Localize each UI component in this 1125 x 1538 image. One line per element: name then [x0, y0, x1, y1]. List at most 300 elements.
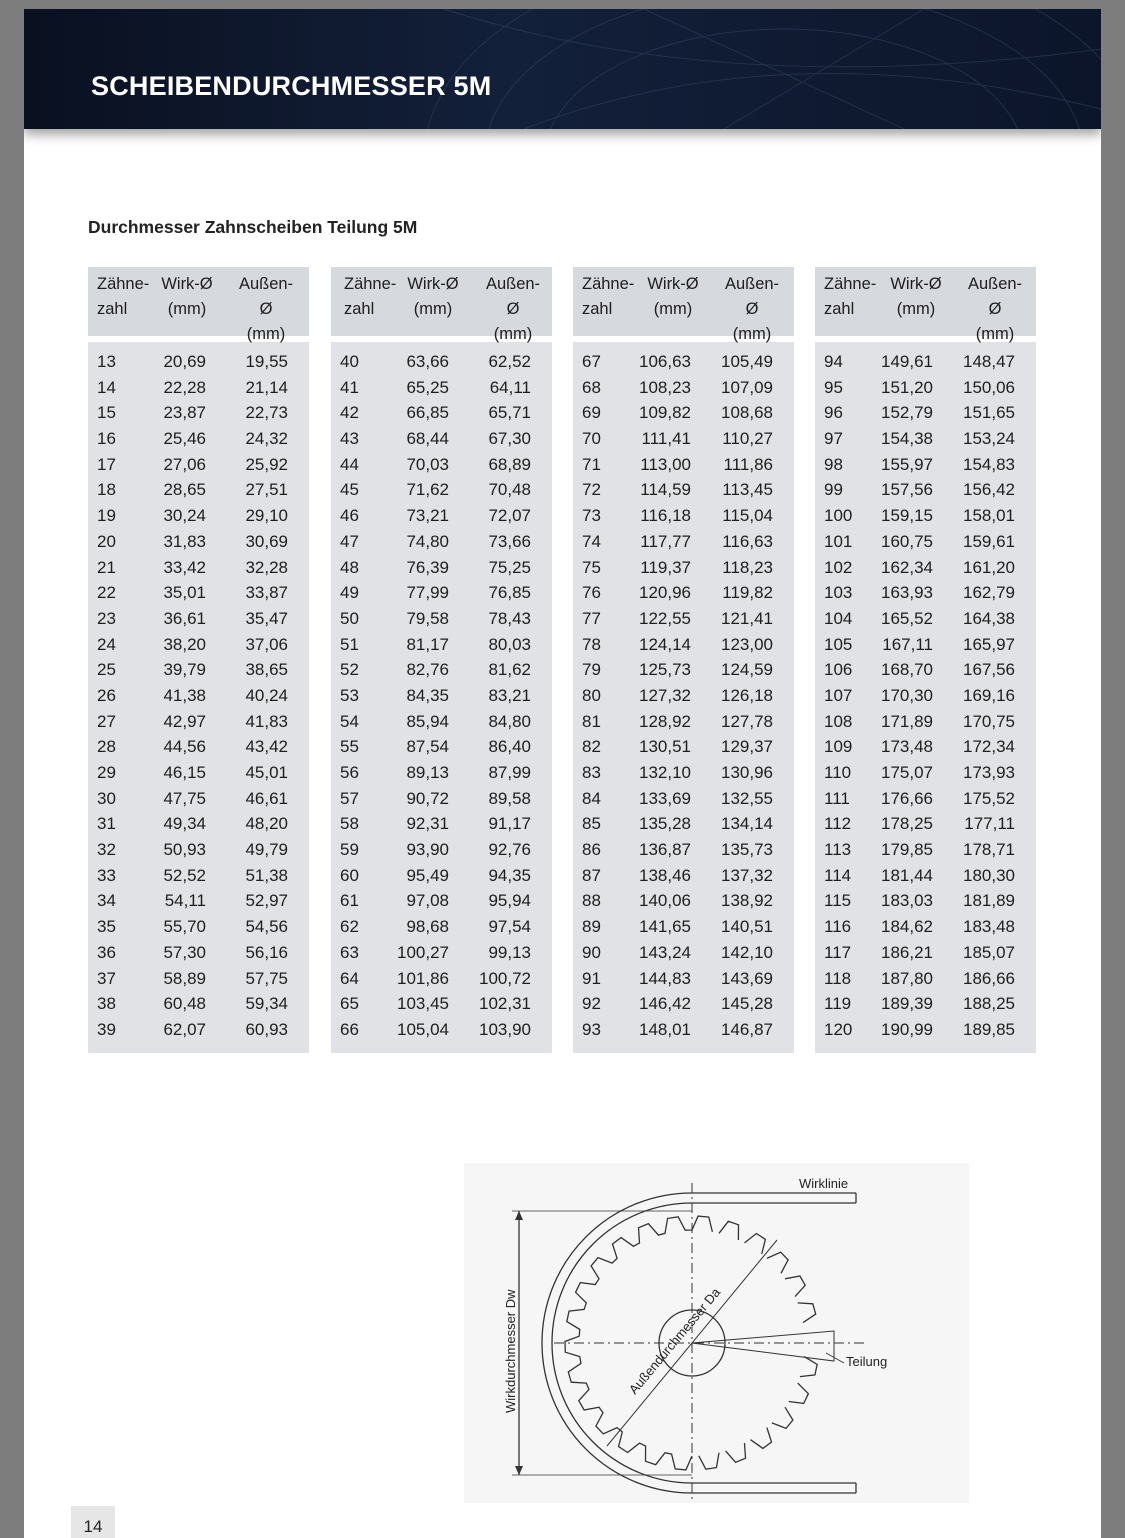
cell-outer-diameter: 62,52: [488, 352, 531, 371]
cell-outer-diameter: 178,71: [963, 840, 1015, 860]
table-row: [331, 811, 552, 837]
cell-teeth: 23: [97, 608, 116, 628]
header-outer-diameter: Außen-Ø (mm): [724, 275, 780, 343]
cell-outer-diameter: 130,96: [721, 763, 773, 782]
cell-pitch-diameter: 71,62: [406, 480, 449, 500]
cell-teeth: 61: [340, 891, 359, 911]
table-row: [331, 837, 552, 863]
cell-teeth: 67: [582, 352, 601, 371]
cell-teeth: 85: [582, 814, 601, 834]
table-row: [331, 529, 552, 555]
table-row: [573, 452, 794, 478]
cell-teeth: 36: [97, 942, 116, 962]
cell-teeth: 59: [340, 840, 359, 860]
cell-pitch-diameter: 111,41: [641, 429, 691, 449]
cell-pitch-diameter: 55,70: [163, 917, 206, 937]
cell-teeth: 40: [340, 352, 359, 371]
cell-outer-diameter: 86,40: [488, 737, 531, 757]
table-row: [88, 529, 309, 555]
cell-outer-diameter: 59,34: [245, 994, 288, 1014]
table-row: [815, 991, 1036, 1017]
table-row: [88, 426, 309, 452]
table-row: [88, 888, 309, 914]
table-row: [815, 555, 1036, 581]
cell-teeth: 26: [97, 685, 116, 705]
cell-pitch-diameter: 175,07: [881, 763, 933, 782]
cell-teeth: 52: [340, 660, 359, 680]
cell-outer-diameter: 107,09: [721, 377, 773, 397]
cell-teeth: 21: [97, 557, 116, 577]
cell-outer-diameter: 49,79: [245, 840, 288, 860]
cell-outer-diameter: 111,86: [723, 454, 773, 474]
cell-teeth: 103: [824, 583, 853, 603]
table-body: [331, 342, 552, 1053]
table-row: [573, 657, 794, 683]
cell-pitch-diameter: 87,54: [406, 737, 449, 757]
table-header: [815, 267, 1036, 342]
table-caption: Durchmesser Zahnscheiben Teilung 5M: [88, 217, 418, 237]
table-row: [88, 734, 309, 760]
cell-outer-diameter: 35,47: [245, 608, 288, 628]
table-row: [573, 580, 794, 606]
table-row: [88, 632, 309, 658]
cell-outer-diameter: 68,89: [488, 454, 531, 474]
cell-pitch-diameter: 124,14: [639, 634, 691, 654]
table-row: [88, 709, 309, 735]
table-row: [331, 349, 552, 375]
header-pitch-diameter: Wirk-Ø (mm): [647, 275, 699, 318]
table-row: [331, 1017, 552, 1043]
cell-teeth: 108: [824, 711, 853, 731]
cell-pitch-diameter: 159,15: [881, 506, 933, 526]
cell-teeth: 112: [824, 814, 852, 834]
cell-pitch-diameter: 76,39: [406, 557, 449, 577]
table-row: [331, 940, 552, 966]
cell-pitch-diameter: 95,49: [406, 865, 449, 885]
cell-outer-diameter: 75,25: [488, 557, 531, 577]
cell-teeth: 68: [582, 377, 601, 397]
table-row: [573, 914, 794, 940]
cell-pitch-diameter: 138,46: [639, 865, 691, 885]
table-row: [573, 400, 794, 426]
cell-pitch-diameter: 165,52: [881, 608, 933, 628]
cell-teeth: 78: [582, 634, 601, 654]
cell-teeth: 115: [824, 891, 852, 911]
cell-teeth: 24: [97, 634, 116, 654]
cell-outer-diameter: 165,97: [963, 634, 1015, 654]
table-row: [815, 837, 1036, 863]
cell-pitch-diameter: 190,99: [881, 1019, 933, 1039]
cell-outer-diameter: 175,52: [963, 788, 1015, 808]
cell-outer-diameter: 67,30: [488, 429, 531, 449]
cell-pitch-diameter: 132,10: [639, 763, 691, 782]
cell-outer-diameter: 146,87: [721, 1019, 773, 1039]
header-banner: [24, 9, 1101, 129]
cell-pitch-diameter: 36,61: [163, 608, 206, 628]
cell-pitch-diameter: 171,89: [881, 711, 933, 731]
cell-teeth: 25: [97, 660, 116, 680]
cell-teeth: 87: [582, 865, 601, 885]
table-row: [573, 837, 794, 863]
cell-outer-diameter: 29,10: [245, 506, 288, 526]
table-row: [573, 632, 794, 658]
cell-teeth: 99: [824, 480, 843, 500]
cell-outer-diameter: 37,06: [245, 634, 288, 654]
table-row: [331, 966, 552, 992]
cell-outer-diameter: 19,55: [245, 352, 288, 371]
cell-teeth: 120: [824, 1019, 853, 1039]
header-pitch-diameter: Wirk-Ø (mm): [890, 275, 942, 318]
cell-teeth: 92: [582, 994, 601, 1014]
cell-teeth: 98: [824, 454, 843, 474]
cell-teeth: 109: [824, 737, 853, 757]
cell-outer-diameter: 154,83: [963, 454, 1015, 474]
table-row: [331, 555, 552, 581]
table-row: [88, 477, 309, 503]
cell-pitch-diameter: 154,38: [881, 429, 933, 449]
cell-outer-diameter: 173,93: [963, 763, 1015, 782]
table-row: [88, 837, 309, 863]
cell-pitch-diameter: 49,34: [163, 814, 206, 834]
table-row: [88, 1017, 309, 1043]
cell-pitch-diameter: 184,62: [881, 917, 933, 937]
cell-outer-diameter: 73,66: [488, 531, 531, 551]
cell-outer-diameter: 43,42: [245, 737, 288, 757]
cell-outer-diameter: 126,18: [721, 685, 773, 705]
cell-outer-diameter: 64,11: [489, 377, 531, 397]
table-row: [331, 452, 552, 478]
cell-teeth: 116: [824, 917, 852, 937]
table-row: [88, 375, 309, 401]
cell-outer-diameter: 105,49: [721, 352, 773, 371]
cell-outer-diameter: 38,65: [245, 660, 288, 680]
cell-teeth: 32: [97, 840, 116, 860]
header-teeth: Zähne- zahl: [344, 275, 397, 318]
cell-teeth: 31: [97, 814, 116, 834]
cell-pitch-diameter: 109,82: [639, 403, 691, 423]
table-row: [88, 811, 309, 837]
cell-pitch-diameter: 47,75: [163, 788, 206, 808]
cell-outer-diameter: 102,31: [479, 994, 531, 1014]
cell-outer-diameter: 151,65: [963, 403, 1015, 423]
cell-outer-diameter: 97,54: [488, 917, 531, 937]
label-wirklinie: Wirklinie: [799, 1176, 849, 1191]
cell-pitch-diameter: 136,87: [639, 840, 691, 860]
cell-outer-diameter: 156,42: [963, 480, 1015, 500]
table-row: [573, 1017, 794, 1043]
cell-outer-diameter: 94,35: [488, 865, 531, 885]
table-header: [331, 267, 552, 342]
cell-pitch-diameter: 68,44: [406, 429, 449, 449]
cell-pitch-diameter: 178,25: [881, 814, 933, 834]
cell-outer-diameter: 51,38: [245, 865, 288, 885]
cell-teeth: 54: [340, 711, 359, 731]
cell-teeth: 30: [97, 788, 116, 808]
cell-pitch-diameter: 149,61: [881, 352, 933, 371]
cell-teeth: 16: [97, 429, 116, 449]
cell-outer-diameter: 127,78: [721, 711, 773, 731]
header-outer-diameter: Außen-Ø (mm): [967, 275, 1023, 343]
table-row: [573, 477, 794, 503]
cell-pitch-diameter: 163,93: [881, 583, 933, 603]
cell-teeth: 75: [582, 557, 601, 577]
cell-outer-diameter: 137,32: [721, 865, 773, 885]
cell-teeth: 84: [582, 788, 601, 808]
cell-outer-diameter: 134,14: [721, 814, 773, 834]
cell-outer-diameter: 110,27: [722, 429, 773, 449]
cell-pitch-diameter: 127,32: [639, 685, 691, 705]
cell-teeth: 35: [97, 917, 116, 937]
cell-pitch-diameter: 146,42: [639, 994, 691, 1014]
cell-pitch-diameter: 58,89: [163, 968, 206, 988]
cell-pitch-diameter: 160,75: [881, 531, 933, 551]
table-row: [815, 400, 1036, 426]
cell-pitch-diameter: 170,30: [881, 685, 933, 705]
cell-outer-diameter: 145,28: [721, 994, 773, 1014]
cell-teeth: 58: [340, 814, 359, 834]
table-row: [573, 683, 794, 709]
cell-teeth: 89: [582, 917, 601, 937]
cell-pitch-diameter: 50,93: [163, 840, 206, 860]
table-row: [331, 863, 552, 889]
table-body: [88, 342, 309, 1053]
table-row: [815, 477, 1036, 503]
table-row: [815, 452, 1036, 478]
cell-pitch-diameter: 135,28: [639, 814, 691, 834]
cell-pitch-diameter: 84,35: [406, 685, 449, 705]
cell-outer-diameter: 21,14: [245, 377, 288, 397]
table-row: [88, 863, 309, 889]
cell-outer-diameter: 150,06: [963, 377, 1015, 397]
cell-pitch-diameter: 20,69: [163, 352, 206, 371]
table-row: [815, 657, 1036, 683]
cell-pitch-diameter: 106,63: [639, 352, 691, 371]
table-row: [573, 940, 794, 966]
cell-pitch-diameter: 103,45: [397, 994, 449, 1014]
cell-teeth: 104: [824, 608, 853, 628]
cell-pitch-diameter: 60,48: [163, 994, 206, 1014]
cell-pitch-diameter: 181,44: [881, 865, 933, 885]
cell-pitch-diameter: 162,34: [881, 557, 933, 577]
cell-teeth: 64: [340, 968, 359, 988]
cell-outer-diameter: 25,92: [245, 454, 288, 474]
cell-pitch-diameter: 70,03: [406, 454, 449, 474]
cell-teeth: 113: [824, 840, 852, 860]
cell-outer-diameter: 148,47: [963, 352, 1015, 371]
table-body: [815, 342, 1036, 1053]
table-row: [331, 991, 552, 1017]
cell-teeth: 28: [97, 737, 116, 757]
table-row: [815, 349, 1036, 375]
cell-teeth: 22: [97, 583, 116, 603]
cell-pitch-diameter: 183,03: [881, 891, 933, 911]
cell-pitch-diameter: 44,56: [163, 737, 206, 757]
cell-pitch-diameter: 23,87: [163, 403, 206, 423]
cell-pitch-diameter: 168,70: [881, 660, 933, 680]
cell-teeth: 114: [824, 865, 852, 885]
table-row: [573, 888, 794, 914]
cell-pitch-diameter: 28,65: [163, 480, 206, 500]
cell-teeth: 81: [582, 711, 601, 731]
cell-outer-diameter: 56,16: [245, 942, 288, 962]
cell-pitch-diameter: 38,20: [163, 634, 206, 654]
cell-teeth: 41: [340, 377, 359, 397]
cell-teeth: 49: [340, 583, 359, 603]
cell-outer-diameter: 54,56: [245, 917, 288, 937]
cell-teeth: 88: [582, 891, 601, 911]
cell-teeth: 51: [340, 634, 359, 654]
cell-pitch-diameter: 82,76: [406, 660, 449, 680]
table-row: [573, 529, 794, 555]
cell-outer-diameter: 123,00: [721, 634, 773, 654]
cell-outer-diameter: 185,07: [963, 942, 1015, 962]
cell-pitch-diameter: 101,86: [397, 968, 449, 988]
table-row: [331, 503, 552, 529]
cell-outer-diameter: 91,17: [488, 814, 531, 834]
cell-pitch-diameter: 130,51: [639, 737, 691, 757]
cell-pitch-diameter: 97,08: [406, 891, 449, 911]
table-row: [573, 991, 794, 1017]
cell-outer-diameter: 119,82: [722, 583, 773, 603]
table-row: [815, 503, 1036, 529]
table-row: [815, 1017, 1036, 1043]
cell-pitch-diameter: 66,85: [406, 403, 449, 423]
cell-outer-diameter: 40,24: [245, 685, 288, 705]
cell-pitch-diameter: 90,72: [406, 788, 449, 808]
table-row: [88, 914, 309, 940]
table-row: [331, 426, 552, 452]
header-outer-diameter: Außen-Ø (mm): [238, 275, 294, 343]
table-row: [815, 709, 1036, 735]
cell-teeth: 72: [582, 480, 601, 500]
cell-teeth: 96: [824, 403, 843, 423]
cell-outer-diameter: 167,56: [963, 660, 1015, 680]
cell-teeth: 76: [582, 583, 601, 603]
diameter-table-1: [88, 267, 309, 1053]
table-row: [815, 940, 1036, 966]
cell-pitch-diameter: 157,56: [881, 480, 933, 500]
cell-outer-diameter: 186,66: [963, 968, 1015, 988]
cell-outer-diameter: 115,04: [722, 506, 773, 526]
cell-teeth: 48: [340, 557, 359, 577]
cell-pitch-diameter: 143,24: [639, 942, 691, 962]
cell-outer-diameter: 140,51: [721, 917, 773, 937]
cell-teeth: 13: [97, 352, 116, 371]
cell-teeth: 55: [340, 737, 359, 757]
cell-pitch-diameter: 79,58: [406, 608, 449, 628]
cell-teeth: 106: [824, 660, 853, 680]
pulley-diagram: [464, 1163, 969, 1503]
cell-teeth: 20: [97, 531, 116, 551]
cell-outer-diameter: 161,20: [963, 557, 1015, 577]
table-row: [573, 426, 794, 452]
cell-outer-diameter: 76,85: [488, 583, 531, 603]
cell-pitch-diameter: 144,83: [639, 968, 691, 988]
cell-pitch-diameter: 39,79: [163, 660, 206, 680]
diameter-table-2: [331, 267, 552, 1053]
cell-outer-diameter: 180,30: [963, 865, 1015, 885]
cell-outer-diameter: 103,90: [479, 1019, 531, 1039]
table-row: [88, 940, 309, 966]
cell-teeth: 38: [97, 994, 116, 1014]
cell-teeth: 69: [582, 403, 601, 423]
cell-outer-diameter: 80,03: [488, 634, 531, 654]
cell-teeth: 29: [97, 763, 116, 782]
table-row: [331, 477, 552, 503]
cell-outer-diameter: 87,99: [488, 763, 531, 782]
cell-outer-diameter: 124,59: [721, 660, 773, 680]
diagram-background: [464, 1163, 969, 1503]
table-row: [573, 760, 794, 786]
cell-pitch-diameter: 152,79: [881, 403, 933, 423]
cell-pitch-diameter: 22,28: [163, 377, 206, 397]
cell-outer-diameter: 81,62: [488, 660, 531, 680]
cell-outer-diameter: 48,20: [245, 814, 288, 834]
page: [24, 9, 1101, 1538]
cell-teeth: 15: [97, 403, 116, 423]
cell-outer-diameter: 60,93: [245, 1019, 288, 1039]
table-header: [88, 267, 309, 342]
table-body: [573, 342, 794, 1053]
table-row: [331, 734, 552, 760]
cell-outer-diameter: 138,92: [721, 891, 773, 911]
cell-teeth: 66: [340, 1019, 359, 1039]
table-row: [88, 452, 309, 478]
cell-pitch-diameter: 176,66: [881, 788, 933, 808]
label-teilung: Teilung: [846, 1354, 888, 1369]
table-row: [815, 914, 1036, 940]
cell-teeth: 93: [582, 1019, 601, 1039]
cell-pitch-diameter: 133,69: [639, 788, 691, 808]
table-row: [88, 966, 309, 992]
cell-outer-diameter: 142,10: [721, 942, 773, 962]
table-row: [815, 606, 1036, 632]
cell-pitch-diameter: 128,92: [639, 711, 691, 731]
cell-teeth: 56: [340, 763, 359, 782]
table-row: [573, 555, 794, 581]
label-wirkdurchmesser: Wirkdurchmesser Dw: [503, 1289, 518, 1413]
table-row: [815, 426, 1036, 452]
cell-teeth: 33: [97, 865, 116, 885]
header-teeth: Zähne- zahl: [97, 275, 150, 318]
cell-pitch-diameter: 105,04: [397, 1019, 449, 1039]
cell-outer-diameter: 72,07: [488, 506, 531, 526]
cell-pitch-diameter: 41,38: [163, 685, 206, 705]
banner-decoration: [24, 9, 1101, 129]
cell-pitch-diameter: 31,83: [163, 531, 206, 551]
cell-pitch-diameter: 187,80: [881, 968, 933, 988]
cell-pitch-diameter: 167,11: [882, 634, 933, 654]
cell-pitch-diameter: 140,06: [639, 891, 691, 911]
cell-teeth: 57: [340, 788, 359, 808]
cell-teeth: 19: [97, 506, 116, 526]
cell-teeth: 70: [582, 429, 601, 449]
cell-teeth: 74: [582, 531, 601, 551]
cell-teeth: 105: [824, 634, 853, 654]
cell-outer-diameter: 65,71: [488, 403, 531, 423]
cell-pitch-diameter: 173,48: [881, 737, 933, 757]
cell-outer-diameter: 116,63: [722, 531, 773, 551]
table-row: [573, 786, 794, 812]
table-row: [331, 760, 552, 786]
cell-pitch-diameter: 25,46: [163, 429, 206, 449]
cell-outer-diameter: 135,73: [721, 840, 773, 860]
cell-teeth: 110: [824, 763, 852, 782]
cell-outer-diameter: 177,11: [964, 814, 1015, 834]
table-row: [88, 400, 309, 426]
cell-outer-diameter: 45,01: [245, 763, 288, 782]
cell-teeth: 43: [340, 429, 359, 449]
